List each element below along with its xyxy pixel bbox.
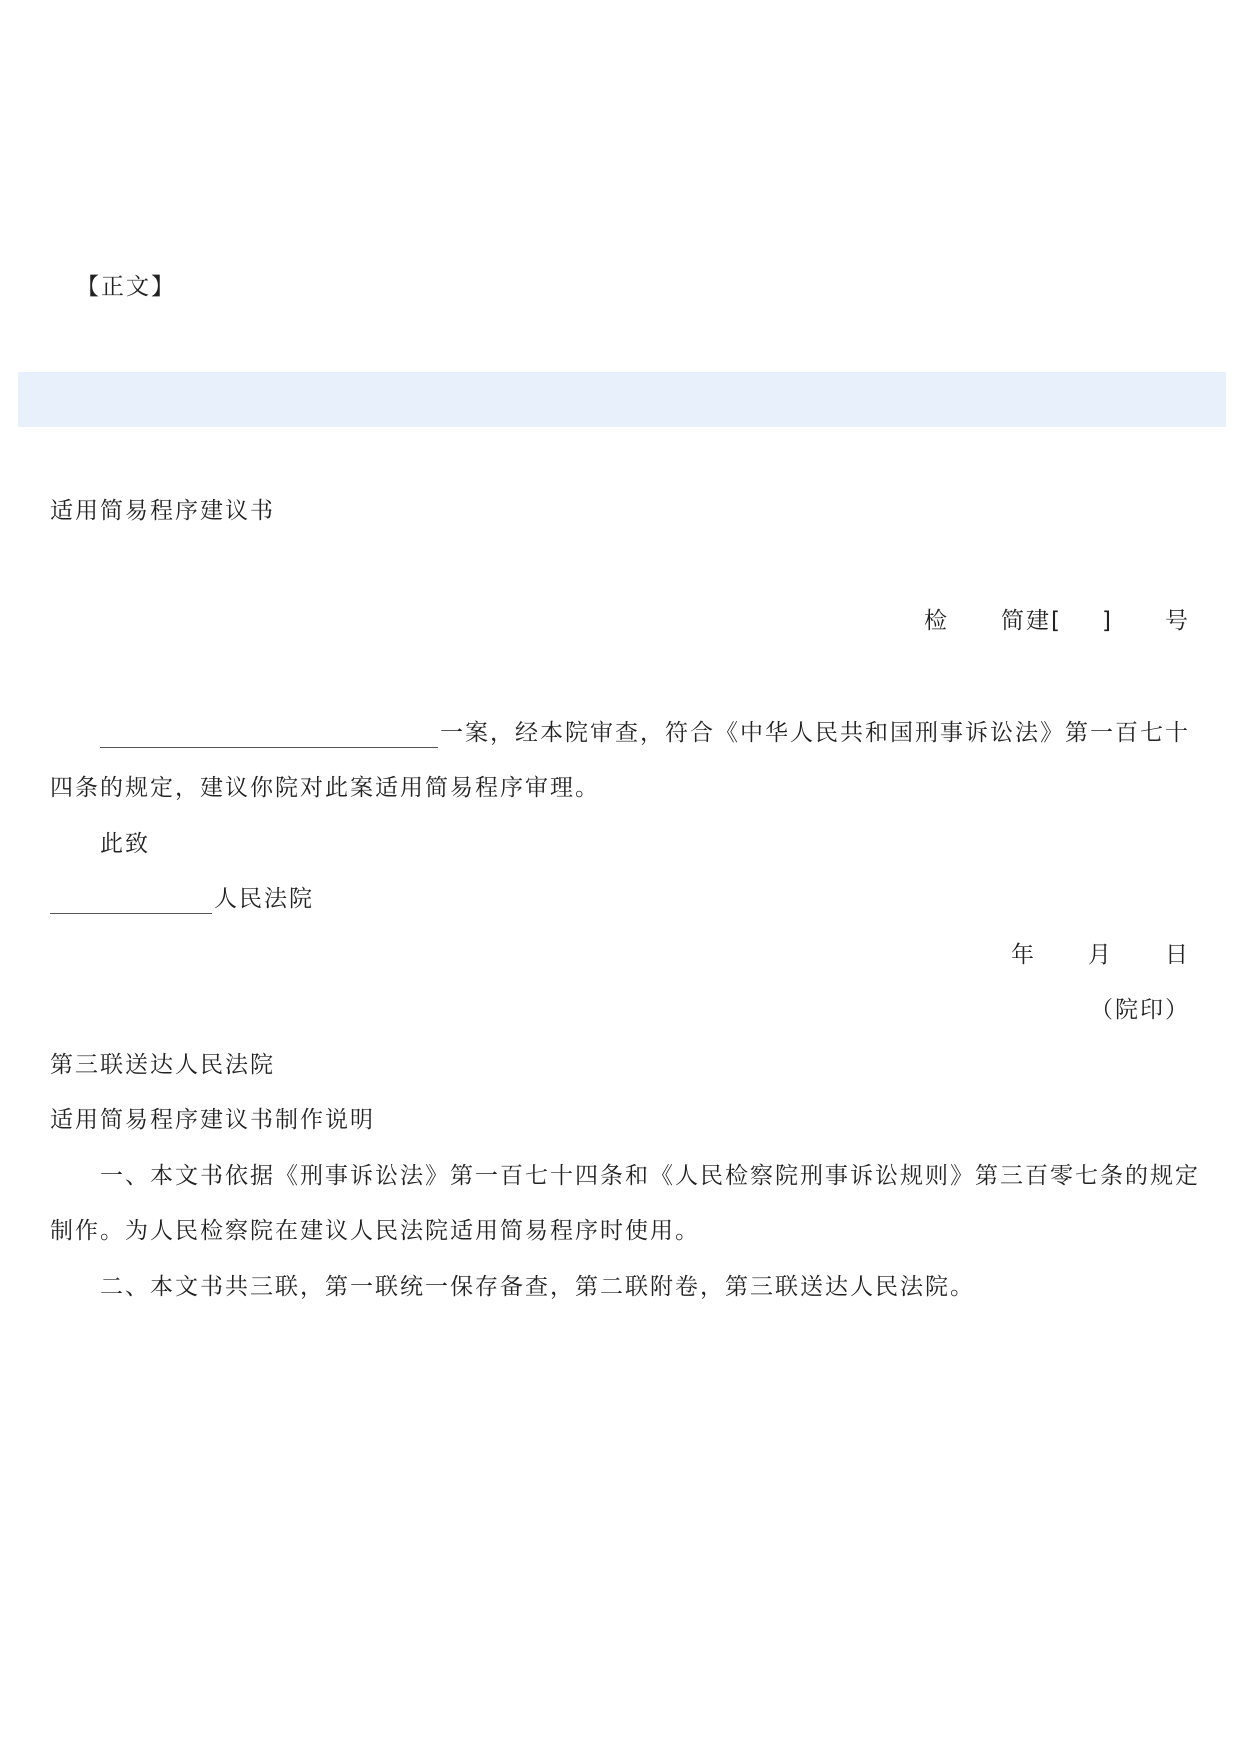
date-year: 年 xyxy=(1011,942,1036,968)
recipient-court xyxy=(50,884,314,914)
section-label: 【正文】 xyxy=(76,274,176,300)
date-month: 月 xyxy=(1088,942,1113,968)
notes-title: 适用简易程序建议书制作说明 xyxy=(50,1107,375,1133)
case-name-blank xyxy=(100,723,438,748)
note-item1-line2: 制作。为人民检察院在建议人民法院适用简易程序时使用。 xyxy=(50,1218,700,1244)
court-suffix: 人民法院 xyxy=(214,886,314,912)
court-name-blank xyxy=(50,889,212,914)
document-number-bracket-close: ] xyxy=(1102,608,1113,634)
note-item2: 二、本文书共三联，第一联统一保存备查，第二联附卷，第三联送达人民法院。 xyxy=(100,1274,975,1300)
date-day: 日 xyxy=(1165,942,1190,968)
document-number-prefix: 检 xyxy=(924,608,950,634)
body-paragraph-line1 xyxy=(100,718,1190,748)
note-item1-line1: 一、本文书依据《刑事诉讼法》第一百七十四条和《人民检察院刑事诉讼规则》第三百零七条的规定 xyxy=(100,1163,1200,1189)
seal-label: （院印） xyxy=(1090,997,1190,1023)
copy-label: 第三联送达人民法院 xyxy=(50,1052,275,1078)
salutation: 此致 xyxy=(100,831,150,857)
document-title: 适用简易程序建议书 xyxy=(50,498,275,524)
document-number-suffix: 号 xyxy=(1165,608,1190,634)
document-number xyxy=(924,606,1190,636)
highlight-band xyxy=(18,372,1226,427)
body-paragraph-line2: 四条的规定，建议你院对此案适用简易程序审理。 xyxy=(50,775,600,801)
body-text-line1: 一案，经本院审查，符合《中华人民共和国刑事诉讼法》第一百七十 xyxy=(440,720,1190,746)
document-number-mid: 简建[ xyxy=(1001,608,1063,634)
date-line xyxy=(1011,940,1190,970)
